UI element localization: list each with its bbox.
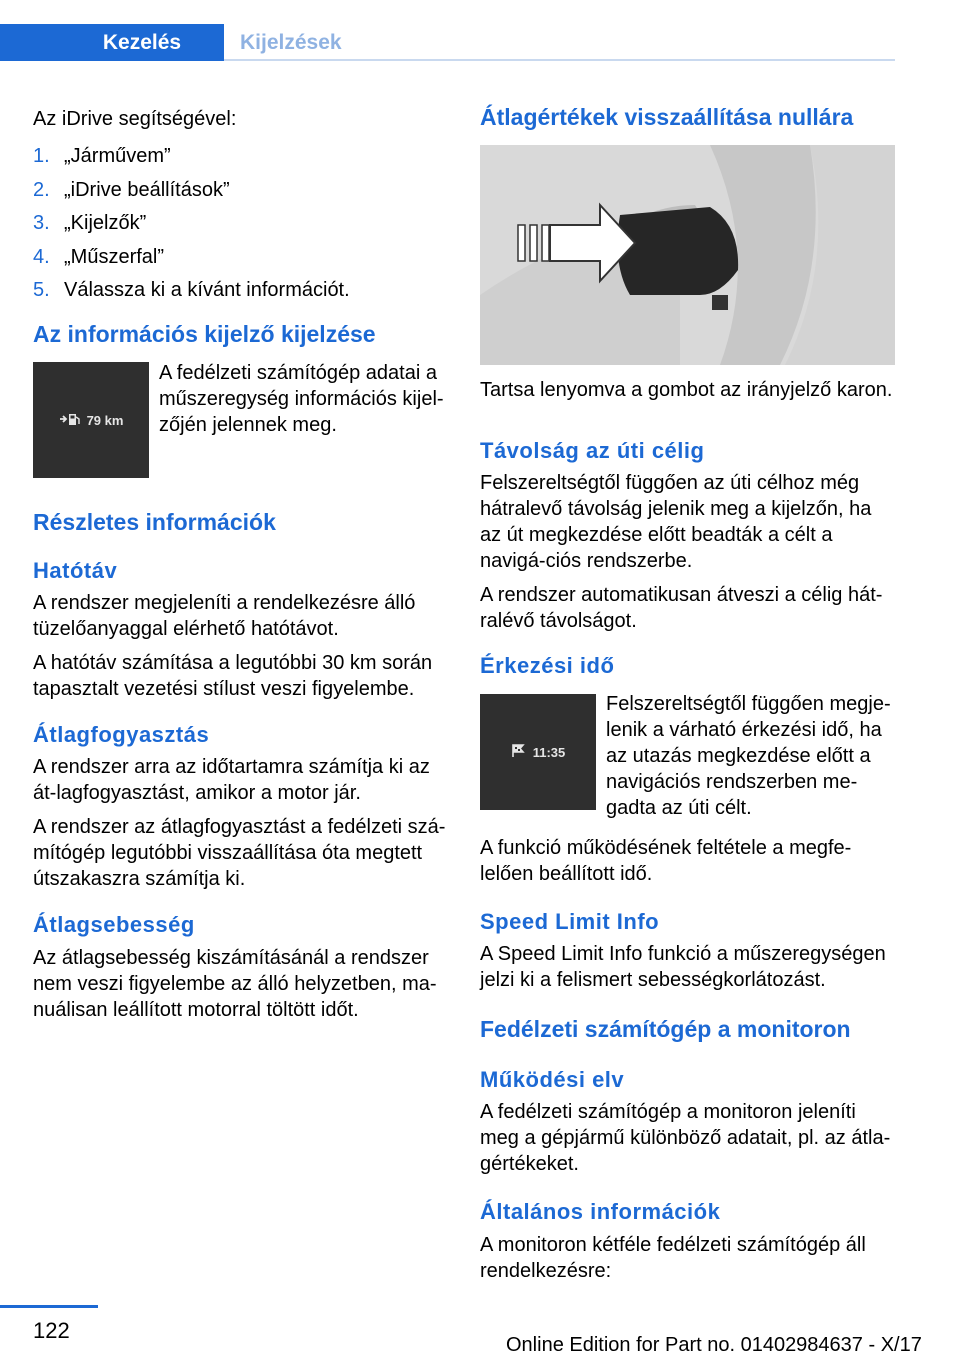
range-heading: Hatótáv [33,558,118,583]
intro-text: Az iDrive segítségével: [33,108,237,130]
info-display-heading: Az információs kijelző kijelzése [33,321,376,347]
steps-list [33,143,350,311]
general-heading: Általános információk [480,1199,721,1224]
arrival-condition-text: A funkció működésének feltétele a megfe-lelően beállított idő. [480,837,852,885]
distance-heading: Távolság az úti célig [480,438,705,463]
general-text: A monitoron kétféle fedélzeti számítógép áll rendelkezésre: [480,1234,866,1282]
sli-text: A Speed Limit Info funkció a műszeregységen jelzi ki a felismert sebességkorlátozást. [480,943,886,991]
tab-kezeles[interactable]: Kezelés [0,24,224,61]
info-display-text: A fedélzeti számítógép adatai a műszeregység információs kijel-zőjén jelennek meg. [159,362,444,436]
arrival-time-value: 11:35 [532,744,566,760]
range-value: 79 km [86,412,124,428]
fuel-pump-icon [59,412,81,429]
arrival-display-image [480,694,596,810]
principle-text: A fedélzeti számítógép a monitoron jeleníti meg a gépjármű különböző adatait, pl. az átla-gértékeket. [480,1101,891,1175]
list-item: 3. „Kijelzők” [33,212,147,234]
principle-heading: Működési elv [480,1067,625,1092]
speed-body: Az átlagsebesség kiszámításánál a rendszer nem veszi figyelembe az álló helyzetben, ma-nuálisan leállított motorral töltött időt. [33,947,437,1021]
footer-line [0,1305,98,1308]
list-item: 2. „iDrive beállítások” [33,178,230,201]
details-heading: Részletes információk [33,509,276,535]
edition-text: Online Edition for Part no. 01402984637 - X/17 [506,1334,922,1356]
page-number: 122 [33,1318,70,1343]
turn-signal-lever-photo [480,145,895,365]
consumption-body: A rendszer arra az időtartamra számítja ki az át-lagfogyasztást, amikor a motor jár. A rendszer az átlagfogyasztást a fedélzeti szá-mítógép legutóbbi visszaállítása óta megtett útszakaszra számítja ki. [33,756,446,890]
destination-flag-icon [511,744,527,761]
arrival-heading: Érkezési idő [480,653,615,678]
distance-body: Felszereltségtől függően az úti célhoz még hátralevő távolság jelenik meg a kijelzőn, ha az út megkezdése előtt beadták a célt a navigá-ciós rendszerbe. A rendszer automatikusan átveszi a célig hát-ralévő távolságot. [480,472,883,632]
reset-heading: Átlagértékek visszaállítása nullára [480,104,854,130]
tab-divider [224,59,895,61]
list-item: 4. „Műszerfal” [33,245,165,268]
arrival-text: Felszereltségtől függően megje-lenik a várható érkezési idő, ha az utazás megkezdése előtt a navigációs rendszerben me-gadta az úti célt. [606,693,891,819]
header-tabs [0,0,895,62]
list-item: 5. Válassza ki a kívánt információt. [33,279,350,301]
range-body: A rendszer megjeleníti a rendelkezésre álló tüzelőanyaggal elérhető hatótávot. A hatótáv számítása a legutóbbi 30 km során tapasztalt vezetési stílust veszi figyelembe. [33,592,433,700]
sli-heading: Speed Limit Info [480,909,660,934]
range-display-image [33,362,149,478]
speed-heading: Átlagsebesség [33,912,195,937]
tab-kijelzesek[interactable]: Kijelzések [240,30,342,54]
consumption-heading: Átlagfogyasztás [33,722,210,747]
list-item: 1. „Járművem” [33,145,171,167]
monitor-heading: Fedélzeti számítógép a monitoron [480,1016,851,1042]
reset-text: Tartsa lenyomva a gombot az irányjelző karon. [480,379,893,401]
